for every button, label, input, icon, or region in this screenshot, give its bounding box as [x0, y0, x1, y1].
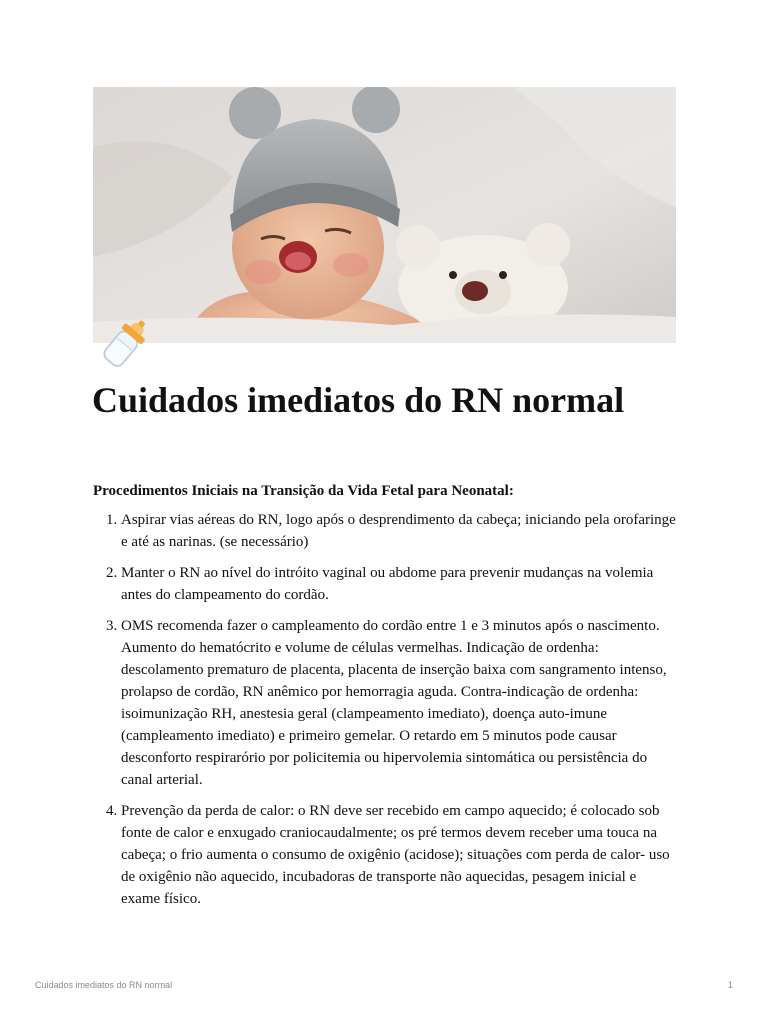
list-item: 2. Manter o RN ao nível do intróito vaginal ou abdome para prevenir mudanças na volemia antes do clampeamento do cordão. — [121, 562, 678, 606]
baby-bottle-icon — [96, 318, 156, 370]
list-item: 3. OMS recomenda fazer o campleamento do cordão entre 1 e 3 minutos após o nascimento. Aumento do hematócrito e volume de células vermelhas. Indicação de ordenha: descolamento prematuro de placenta, placenta de inserção baixa com sangramento intenso, prolapso de cordão, RN anêmico por hemorragia aguda. Contra-indicação de ordenha: isoimunização RH, anestesia geral (clampeamento imediato), doença auto-imune (campleamento imediato) e primeiro gemelar. O retardo em 5 minutos pode causar desconforto respirarório por policitemia ou hipervolemia sintomática ou persistência do canal arterial. — [121, 615, 678, 791]
footer-page-number: 1 — [727, 980, 733, 990]
page-title: Cuidados imediatos do RN normal — [92, 380, 625, 420]
section-heading: Procedimentos Iniciais na Transição da Vida Fetal para Neonatal: — [93, 483, 514, 499]
cover-image — [93, 87, 676, 343]
list-item: 4. Prevenção da perda de calor: o RN deve ser recebido em campo aquecido; é colocado sob fonte de calor e enxugado craniocaudalmente; os pré termos devem receber uma touca na cabeça; o frio aumenta o consumo de oxigênio (acidose); situações com perda de calor- uso de oxigênio não aquecido, incubadoras de transporte não aquecidas, pesagem inicial e exame físico. — [121, 800, 678, 910]
footer-title: Cuidados imediatos do RN normal — [35, 980, 173, 990]
list-item: 1. Aspirar vias aéreas do RN, logo após o desprendimento da cabeça; iniciando pela orofaringe e até as narinas. (se necessário) — [121, 509, 678, 553]
steps-list — [93, 509, 678, 919]
